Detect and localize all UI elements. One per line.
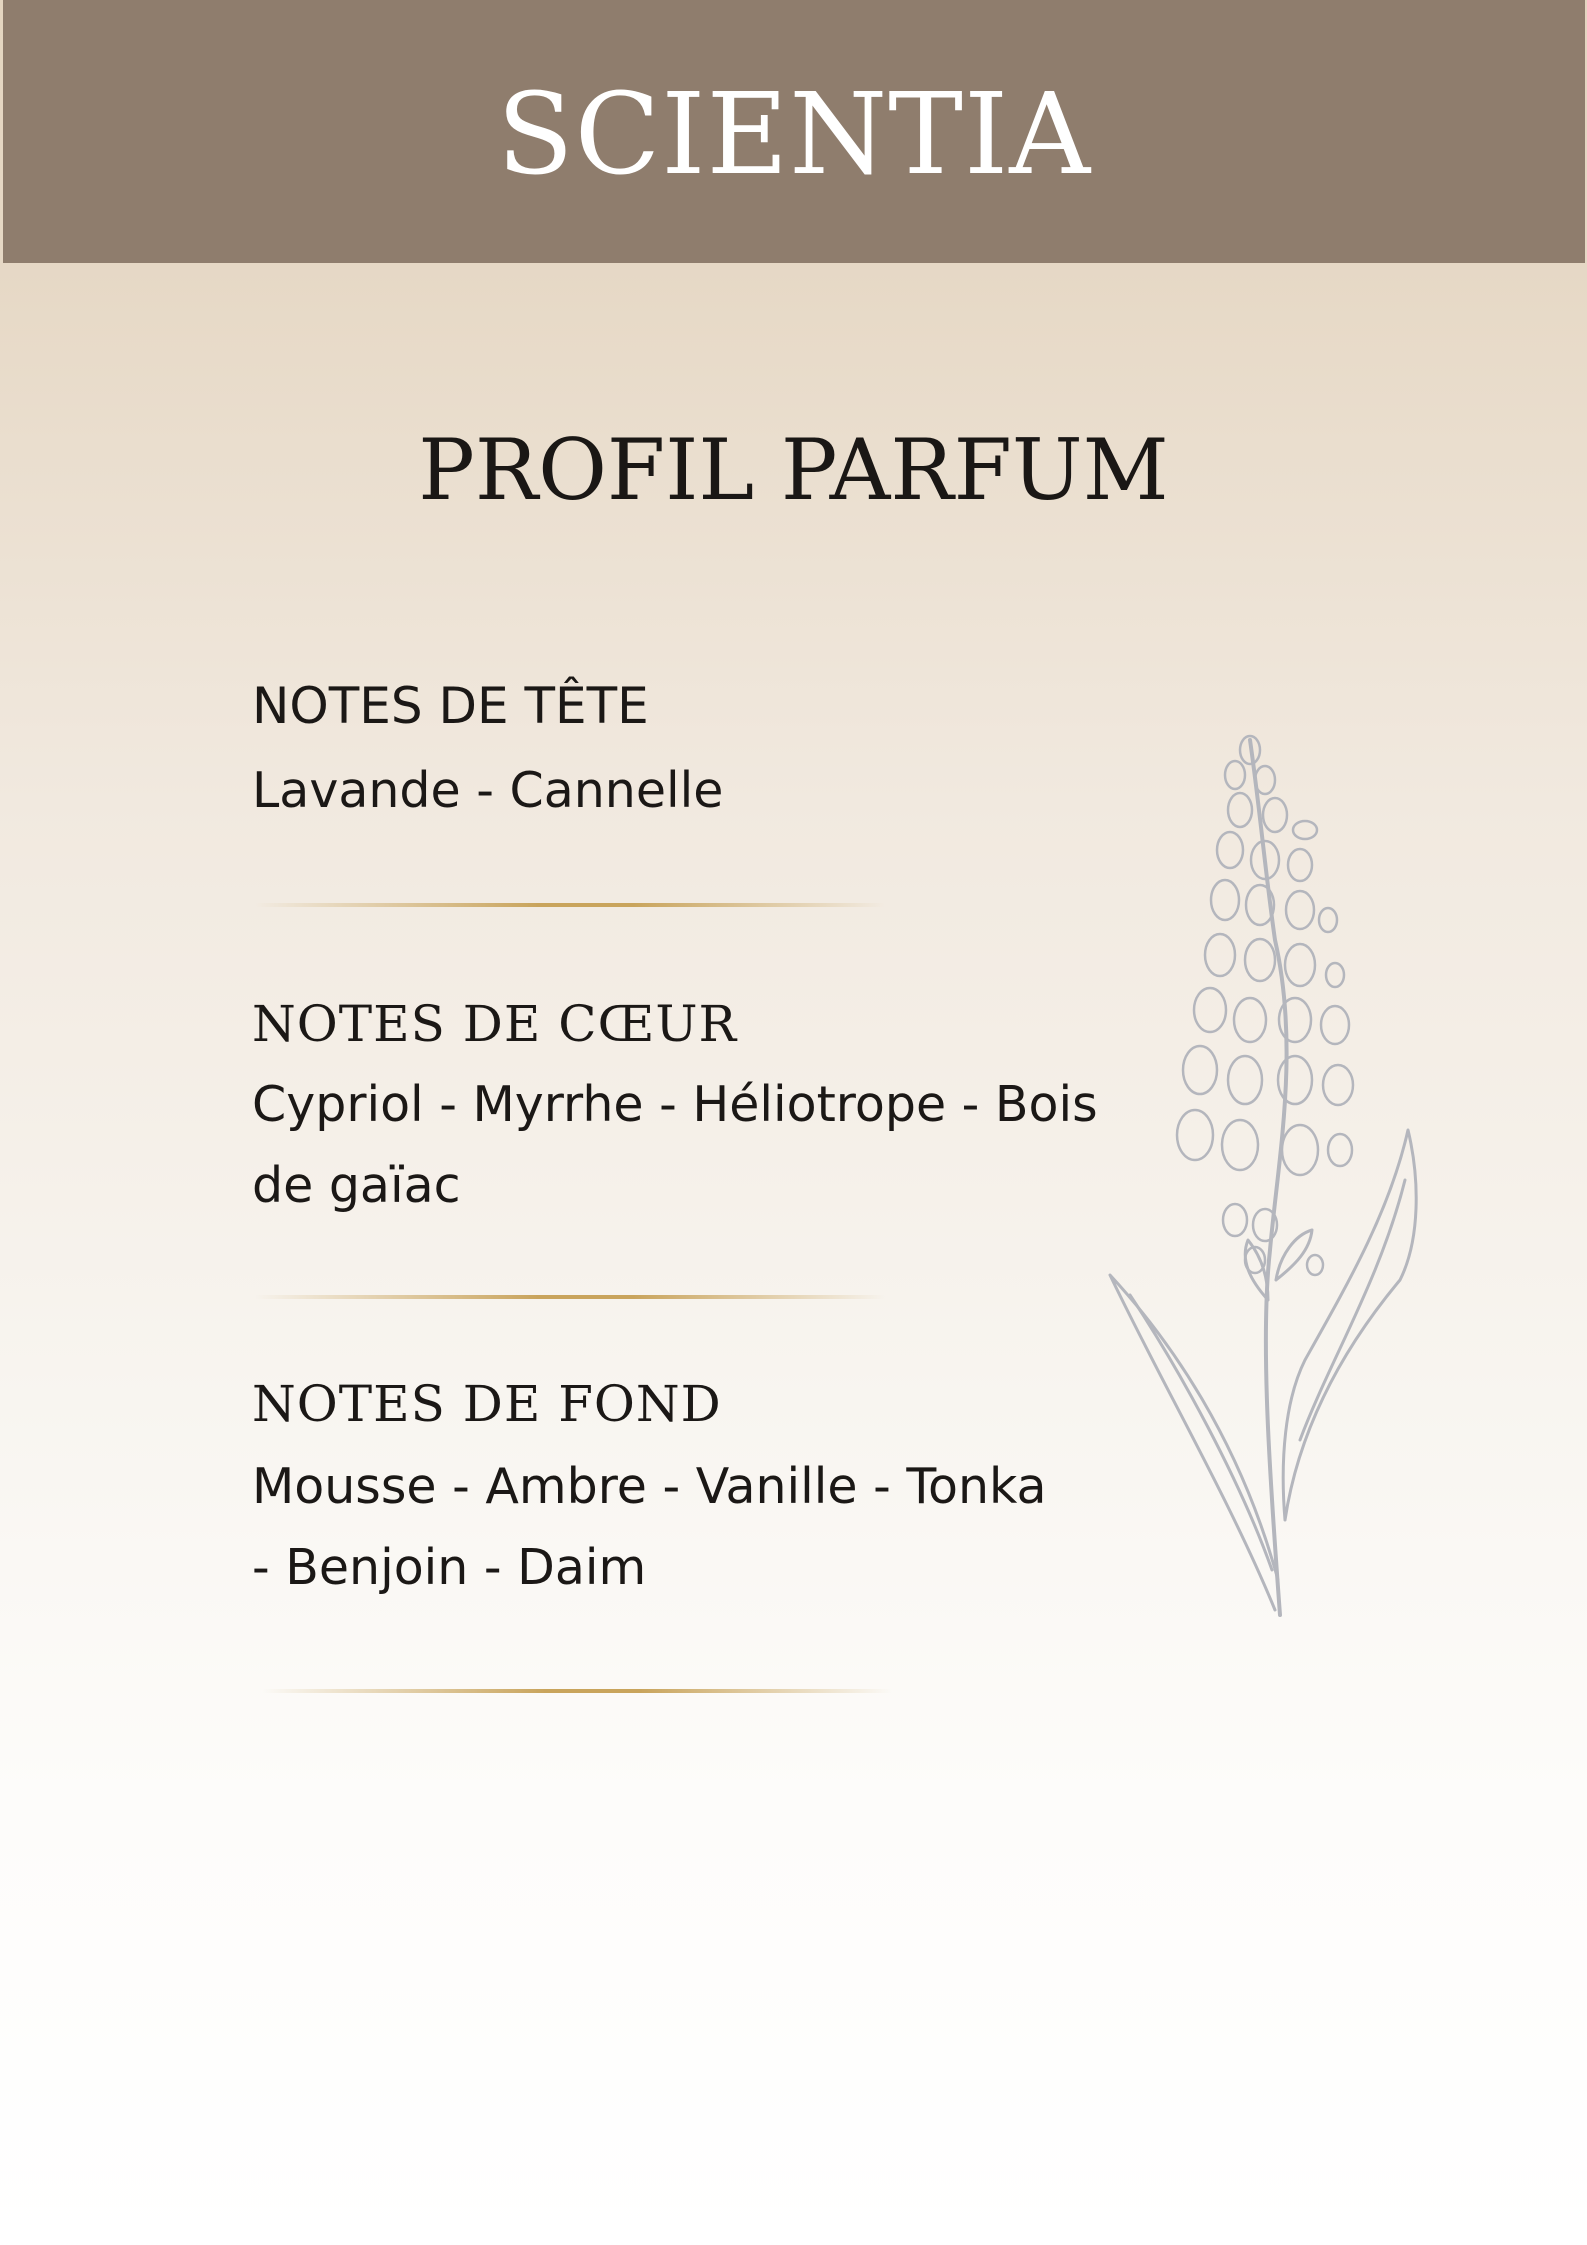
section-heading-top-notes: NOTES DE TÊTE <box>252 677 649 735</box>
page-title: PROFIL PARFUM <box>418 421 1169 519</box>
divider-1 <box>255 903 885 907</box>
section-heading-base-notes: NOTES DE FOND <box>252 1375 722 1433</box>
lavender-sprig-icon <box>1100 720 1440 1620</box>
divider-3 <box>262 1689 892 1693</box>
section-notes-base: Mousse - Ambre - Vanille - Tonka - Benjoin - Daim <box>252 1458 1047 1596</box>
section-notes-heart: Cypriol - Myrrhe - Héliotrope - Bois de gaïac <box>252 1076 1098 1214</box>
brand-title: SCIENTIA <box>496 70 1092 200</box>
section-notes-top: Lavande - Cannelle <box>252 762 724 819</box>
section-heading-heart-notes: NOTES DE CŒUR <box>252 995 738 1053</box>
header-banner <box>3 0 1585 263</box>
divider-2 <box>255 1295 885 1299</box>
